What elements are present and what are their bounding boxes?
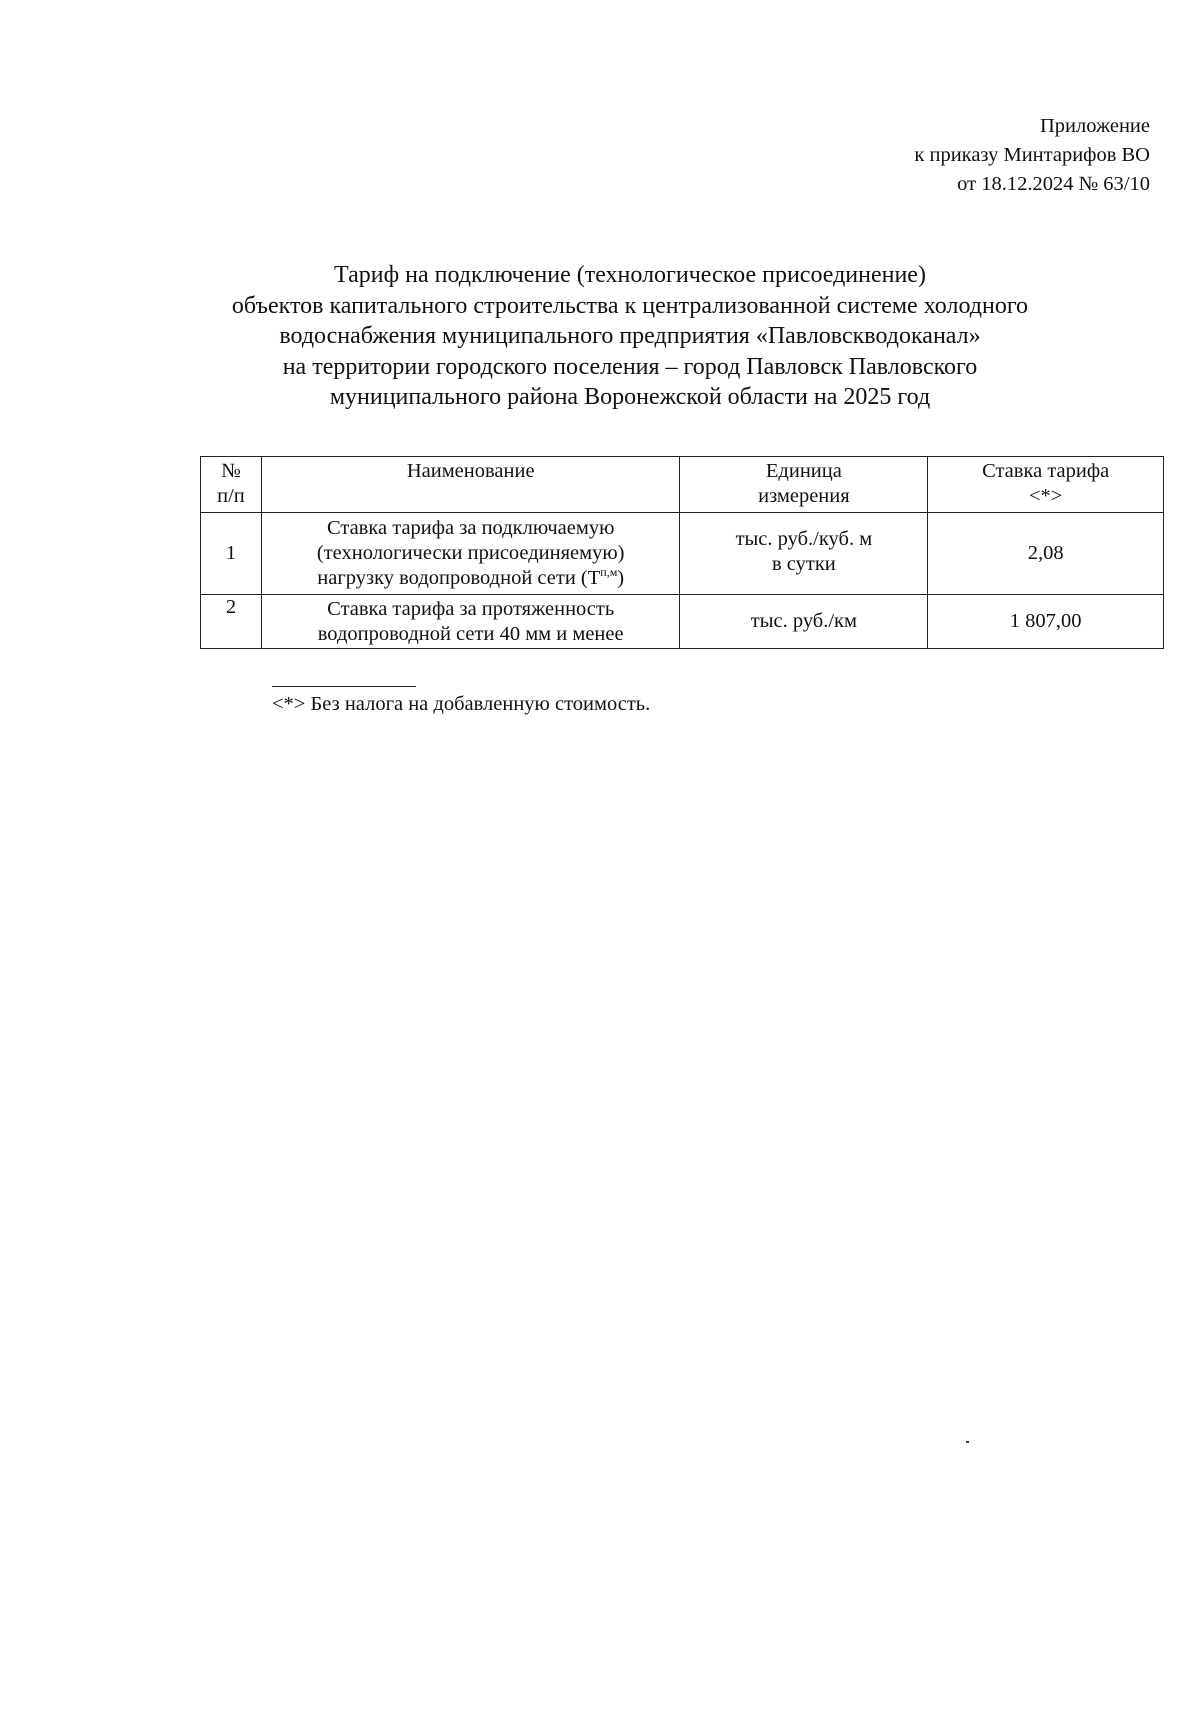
appendix-order-date: от 18.12.2024 № 63/10 — [957, 173, 1150, 195]
table-header-row — [201, 457, 1164, 513]
table-row — [201, 513, 1164, 595]
footnote: <*> Без налога на добавленную стоимость. — [272, 693, 651, 715]
appendix-order-ref: к приказу Минтарифов ВО — [914, 144, 1150, 166]
row-rate: 1 807,00 — [928, 595, 1164, 649]
appendix-title: Приложение — [1039, 115, 1150, 137]
title-line: муниципального района Воронежской области на 2025 год — [329, 384, 931, 410]
title-line: на территории городского поселения – город Павловск Павловского — [282, 353, 978, 380]
title-line: Тариф на подключение (технологическое присоединение) — [334, 262, 926, 288]
document-title — [180, 260, 1080, 413]
row-unit: тыс. руб./км — [680, 595, 928, 649]
row-rate: 2,08 — [928, 513, 1164, 595]
row-unit: тыс. руб./куб. м в сутки — [680, 513, 928, 595]
title-line: объектов капитального строительства к централизованной системе холодного — [231, 292, 1029, 319]
footnote-divider — [272, 686, 416, 687]
header-name: Наименование — [261, 457, 680, 513]
tariff-symbol-superscript: п,м — [600, 565, 618, 580]
header-num: № п/п — [201, 457, 262, 513]
header-rate: Ставка тарифа <*> — [928, 457, 1164, 513]
row-num: 1 — [201, 513, 262, 595]
header-unit: Единица измерения — [680, 457, 928, 513]
title-line: водоснабжения муниципального предприятия «Павловскводоканал» — [279, 323, 981, 349]
tariff-table — [200, 456, 1164, 649]
row-name: Ставка тарифа за подключаемую (технологически присоединяемую) нагрузку водопроводной сети $(Т^{п,м})$ — [261, 513, 680, 595]
table-row — [201, 595, 1164, 649]
scan-speck — [966, 1441, 969, 1443]
row-num: 2 — [201, 595, 262, 649]
row-name: Ставка тарифа за протяженность водопроводной сети 40 мм и менее — [261, 595, 680, 649]
appendix-header — [914, 112, 1150, 199]
